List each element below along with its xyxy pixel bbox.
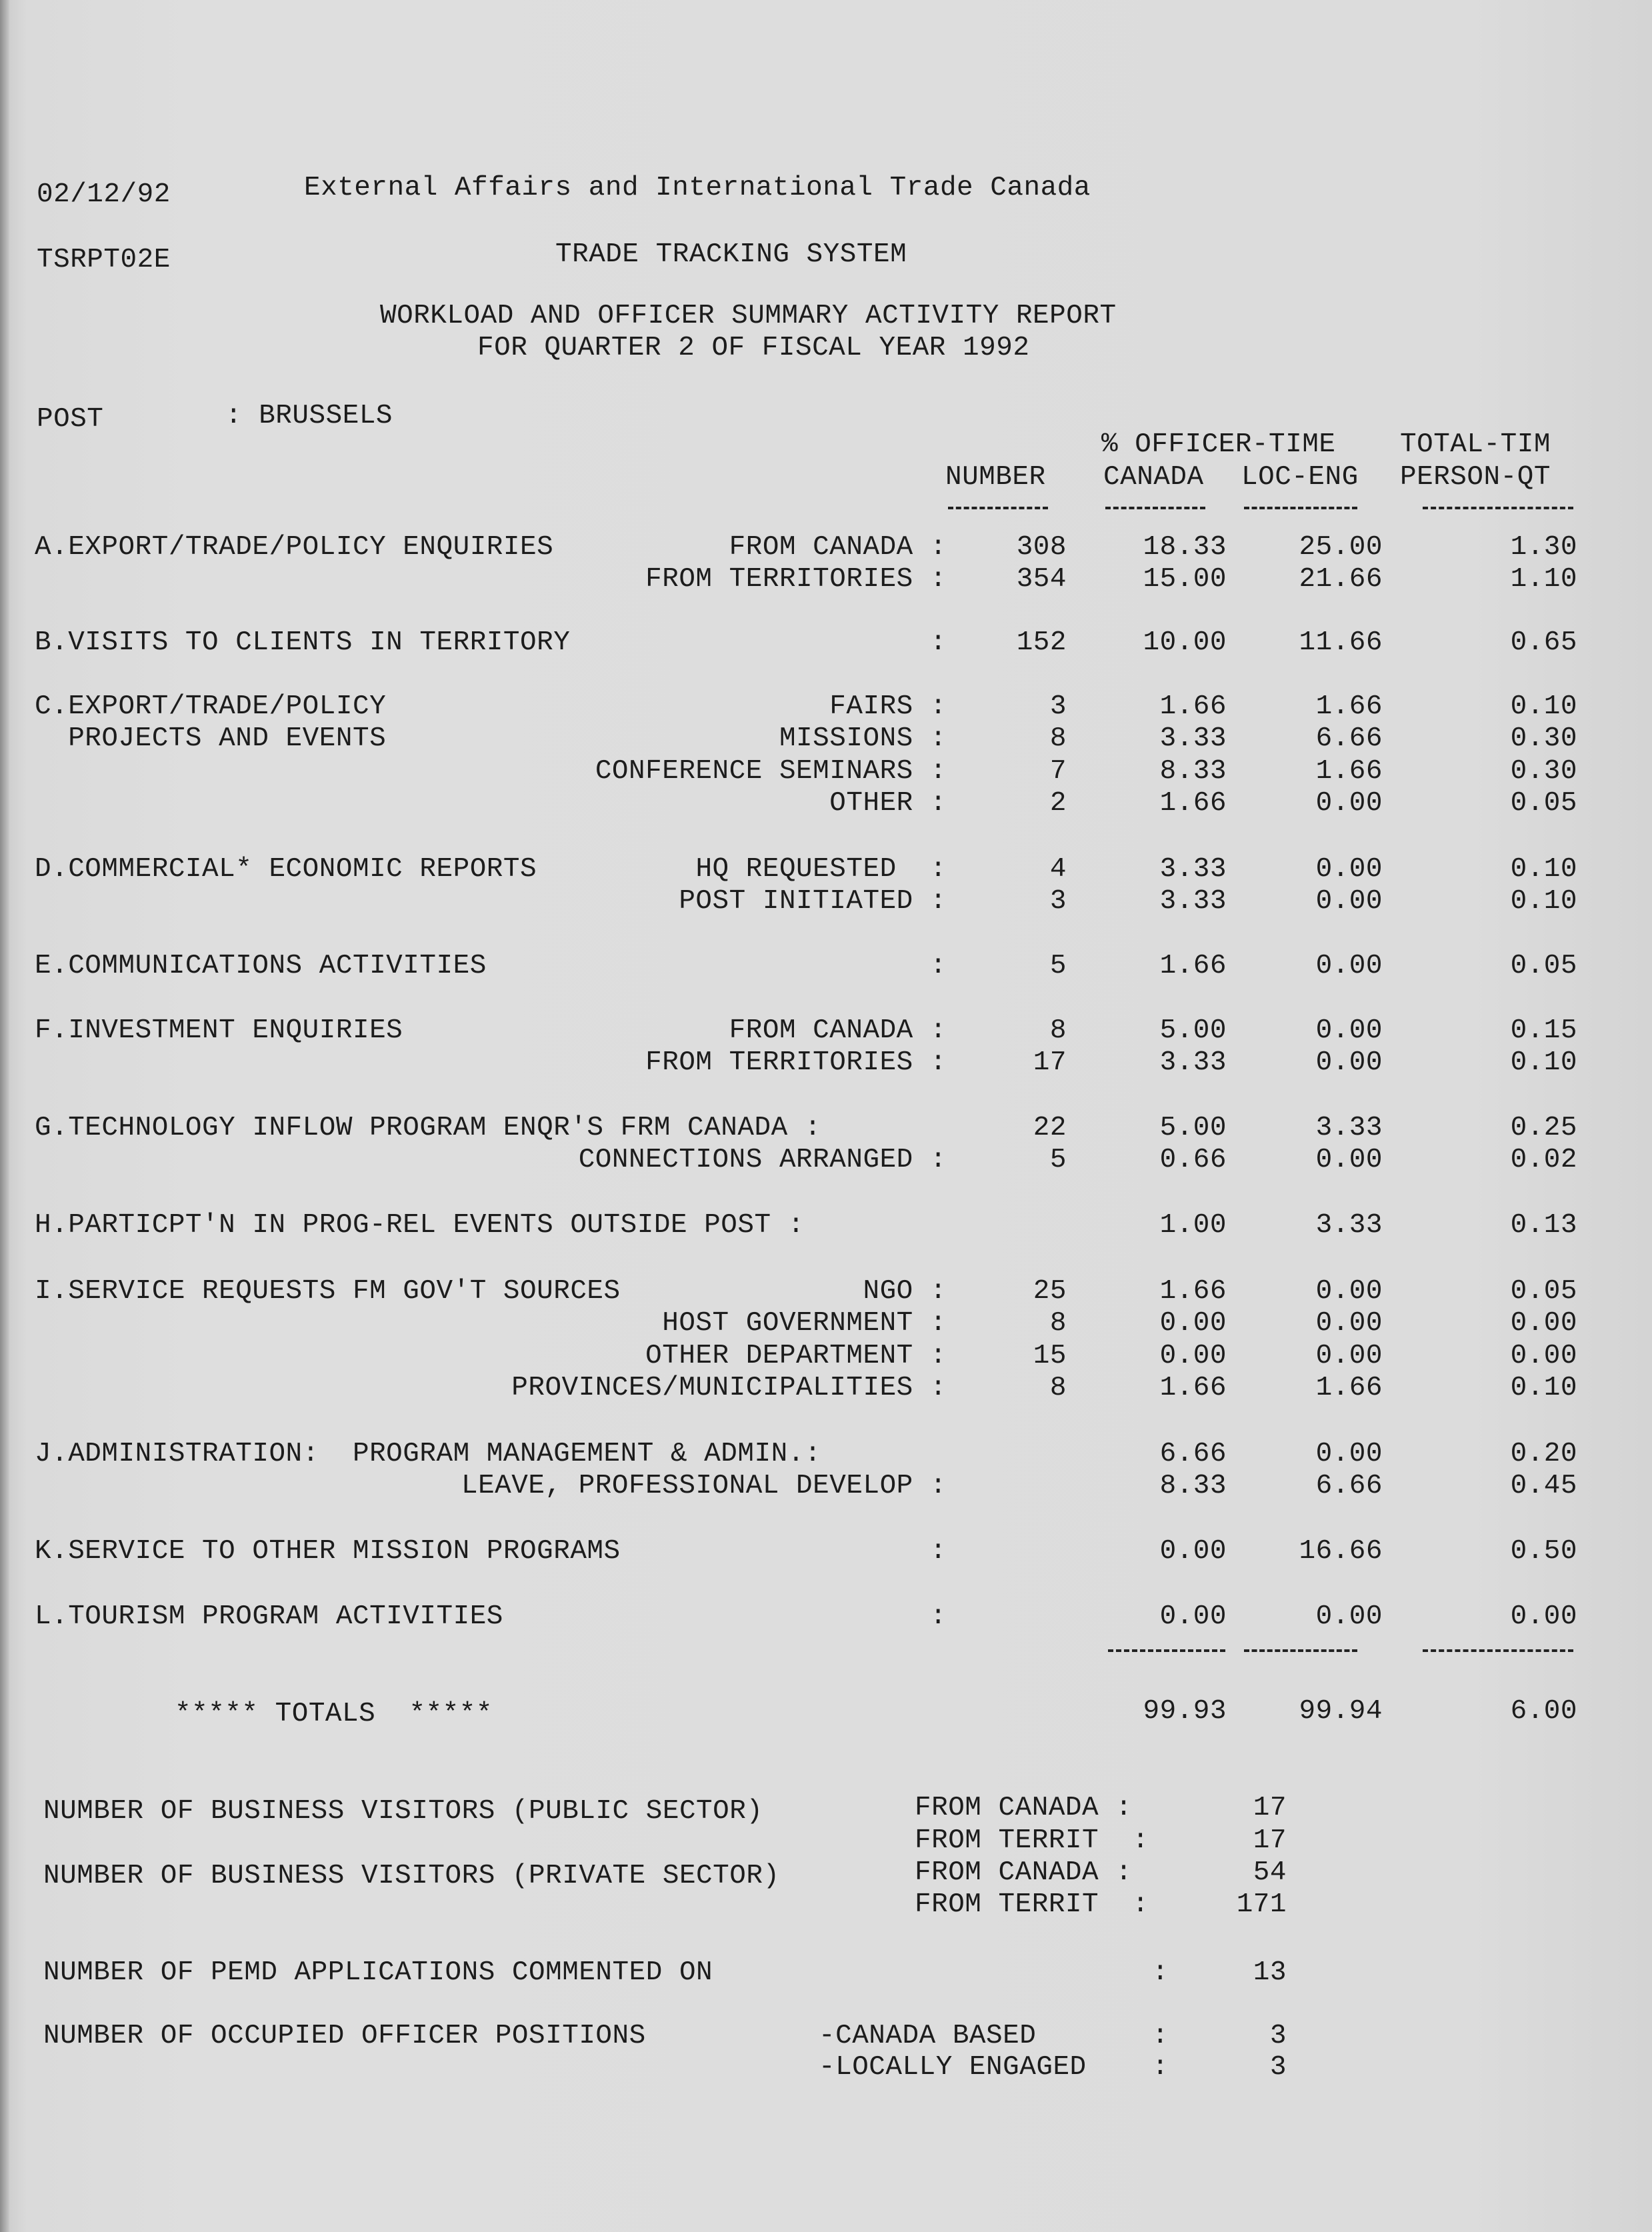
canada-based-colon: : [1152,2021,1169,2051]
row-person-qtr: 0.05 [1510,951,1577,981]
row-sublabel: : [929,951,947,981]
row-number: 3 [1049,691,1067,722]
col-header-loc-eng: LOC-ENG [1241,462,1359,493]
row-loc-eng: 0.00 [1315,951,1383,981]
row-person-qtr: 0.25 [1510,1113,1577,1143]
row-person-qtr: 0.30 [1510,723,1577,754]
bv-public-canada-value: 17 [1253,1793,1287,1823]
report-date: 02/12/92 [37,179,171,210]
row-label: B.VISITS TO CLIENTS IN TERRITORY [35,627,571,658]
row-number: 5 [1049,1145,1067,1175]
row-loc-eng: 0.00 [1315,1145,1383,1175]
row-canada: 1.66 [1159,1373,1227,1403]
row-sublabel: CONNECTIONS ARRANGED : [578,1145,947,1175]
header-underline-canada [1105,507,1205,509]
row-loc-eng: 1.66 [1315,1373,1383,1403]
header-underline-person-qtr [1423,507,1573,509]
header-underline-number [948,507,1048,509]
bv-public-canada-label: FROM CANADA : [915,1793,1133,1823]
post-label: POST [37,404,104,435]
report-id: TSRPT02E [37,245,171,275]
totals-underline-loc-eng [1244,1649,1357,1652]
row-sublabel: CONFERENCE SEMINARS : [595,756,947,787]
locally-engaged-value: 3 [1269,2052,1287,2083]
bv-private-territ-label: FROM TERRIT : [915,1889,1149,1920]
row-label: K.SERVICE TO OTHER MISSION PROGRAMS [35,1536,621,1567]
row-canada: 8.33 [1159,1471,1227,1501]
row-person-qtr: 0.10 [1510,1373,1577,1403]
row-sublabel: LEAVE, PROFESSIONAL DEVELOP : [461,1471,947,1501]
row-number: 17 [1033,1047,1067,1078]
row-canada: 1.00 [1159,1210,1227,1241]
row-canada: 3.33 [1159,886,1227,917]
canada-based-value: 3 [1269,2021,1287,2051]
row-number: 152 [1016,627,1067,658]
pemd-applications-value: 13 [1253,1957,1287,1988]
row-loc-eng: 6.66 [1315,723,1383,754]
row-label: H.PARTICPT'N IN PROG-REL EVENTS OUTSIDE POST : [35,1210,805,1241]
totals-underline-canada [1108,1649,1225,1652]
row-number: 8 [1049,1308,1067,1339]
row-number: 8 [1049,1373,1067,1403]
bv-private-territ-value: 171 [1236,1889,1287,1920]
row-loc-eng: 0.00 [1315,788,1383,819]
row-person-qtr: 0.00 [1510,1601,1577,1632]
row-person-qtr: 0.20 [1510,1439,1577,1469]
row-canada: 1.66 [1159,691,1227,722]
totals-underline-person-qtr [1423,1649,1573,1652]
row-sublabel: FROM CANADA : [729,532,947,563]
row-person-qtr: 0.10 [1510,886,1577,917]
officer-positions-label: NUMBER OF OCCUPIED OFFICER POSITIONS [43,2021,646,2051]
row-label: E.COMMUNICATIONS ACTIVITIES [35,951,487,981]
bv-private-canada-label: FROM CANADA : [915,1857,1133,1888]
row-loc-eng: 0.00 [1315,854,1383,885]
row-number: 25 [1033,1276,1067,1307]
row-loc-eng: 25.00 [1299,532,1383,563]
row-canada: 18.33 [1143,532,1227,563]
row-label: L.TOURISM PROGRAM ACTIVITIES [35,1601,503,1632]
col-group-total-time: TOTAL-TIM [1400,429,1551,460]
row-canada: 5.00 [1159,1113,1227,1143]
row-canada: 1.66 [1159,1276,1227,1307]
row-canada: 8.33 [1159,756,1227,787]
row-canada: 1.66 [1159,788,1227,819]
row-person-qtr: 0.02 [1510,1145,1577,1175]
row-canada: 5.00 [1159,1015,1227,1046]
row-loc-eng: 1.66 [1315,756,1383,787]
row-sublabel: MISSIONS : [779,723,947,754]
row-person-qtr: 0.00 [1510,1308,1577,1339]
row-label: J.ADMINISTRATION: PROGRAM MANAGEMENT & ADMIN.: [35,1439,821,1469]
row-loc-eng: 21.66 [1299,564,1383,595]
row-loc-eng: 16.66 [1299,1536,1383,1567]
row-loc-eng: 0.00 [1315,1276,1383,1307]
row-sublabel: HOST GOVERNMENT : [662,1308,947,1339]
row-number: 4 [1049,854,1067,885]
row-label: G.TECHNOLOGY INFLOW PROGRAM ENQR'S FRM CANADA : [35,1113,821,1143]
business-visitors-public-label: NUMBER OF BUSINESS VISITORS (PUBLIC SECTOR) [43,1796,763,1827]
header-underline-loc-eng [1244,507,1357,509]
col-header-number: NUMBER [945,462,1046,493]
row-sublabel: OTHER : [829,788,947,819]
totals-label: ***** TOTALS ***** [175,1699,493,1729]
row-person-qtr: 0.50 [1510,1536,1577,1567]
row-number: 2 [1049,788,1067,819]
row-loc-eng: 11.66 [1299,627,1383,658]
row-person-qtr: 0.10 [1510,854,1577,885]
row-sublabel: : [929,1536,947,1567]
row-person-qtr: 0.30 [1510,756,1577,787]
pemd-applications-label: NUMBER OF PEMD APPLICATIONS COMMENTED ON [43,1957,713,1988]
row-canada: 10.00 [1143,627,1227,658]
col-header-canada: CANADA [1103,462,1204,493]
row-sublabel: FROM TERRITORIES : [645,1047,947,1078]
row-sublabel: HQ REQUESTED : [695,854,947,885]
row-label: F.INVESTMENT ENQUIRIES [35,1015,403,1046]
row-sublabel: FAIRS : [829,691,947,722]
row-sublabel: NGO : [863,1276,947,1307]
totals-canada: 99.93 [1143,1696,1227,1727]
row-person-qtr: 0.15 [1510,1015,1577,1046]
row-number: 8 [1049,723,1067,754]
row-loc-eng: 3.33 [1315,1210,1383,1241]
locally-engaged-label: -LOCALLY ENGAGED [819,2052,1087,2083]
row-loc-eng: 0.00 [1315,1015,1383,1046]
row-sublabel: FROM CANADA : [729,1015,947,1046]
system-name: TRADE TRACKING SYSTEM [555,239,907,270]
row-person-qtr: 1.30 [1510,532,1577,563]
row-loc-eng: 6.66 [1315,1471,1383,1501]
locally-engaged-colon: : [1152,2052,1169,2083]
row-loc-eng: 0.00 [1315,1341,1383,1371]
row-number: 354 [1016,564,1067,595]
business-visitors-private-label: NUMBER OF BUSINESS VISITORS (PRIVATE SECTOR) [43,1861,780,1891]
row-loc-eng: 0.00 [1315,1308,1383,1339]
totals-loc-eng: 99.94 [1299,1696,1383,1727]
row-canada: 0.66 [1159,1145,1227,1175]
row-sublabel: PROVINCES/MUNICIPALITIES : [511,1373,947,1403]
row-person-qtr: 0.05 [1510,1276,1577,1307]
row-person-qtr: 0.10 [1510,1047,1577,1078]
col-header-person-qtr: PERSON-QT [1400,462,1551,493]
row-loc-eng: 0.00 [1315,886,1383,917]
row-canada: 6.66 [1159,1439,1227,1469]
col-group-officer-time: % OFFICER-TIME [1101,429,1336,460]
row-person-qtr: 0.45 [1510,1471,1577,1501]
row-sublabel: : [929,1601,947,1632]
post-value: : BRUSSELS [225,401,393,431]
row-person-qtr: 0.10 [1510,691,1577,722]
row-person-qtr: 0.65 [1510,627,1577,658]
row-canada: 0.00 [1159,1601,1227,1632]
row-sublabel: FROM TERRITORIES : [645,564,947,595]
row-person-qtr: 0.00 [1510,1341,1577,1371]
row-number: 308 [1016,532,1067,563]
page-edge-shadow [0,0,9,2232]
row-number: 8 [1049,1015,1067,1046]
row-canada: 3.33 [1159,854,1227,885]
row-sublabel: : [929,627,947,658]
organization-name: External Affairs and International Trade Canada [304,173,1091,203]
row-canada: 0.00 [1159,1308,1227,1339]
row-canada: 15.00 [1143,564,1227,595]
row-person-qtr: 0.13 [1510,1210,1577,1241]
row-number: 3 [1049,886,1067,917]
row-loc-eng: 0.00 [1315,1601,1383,1632]
totals-person-qtr: 6.00 [1510,1696,1577,1727]
canada-based-label: -CANADA BASED [819,2021,1037,2051]
row-canada: 0.00 [1159,1536,1227,1567]
pemd-colon: : [1152,1957,1169,1988]
row-loc-eng: 0.00 [1315,1047,1383,1078]
bv-private-canada-value: 54 [1253,1857,1287,1888]
row-canada: 3.33 [1159,723,1227,754]
row-person-qtr: 0.05 [1510,788,1577,819]
bv-public-territ-value: 17 [1253,1825,1287,1856]
row-canada: 1.66 [1159,951,1227,981]
row-loc-eng: 1.66 [1315,691,1383,722]
row-label: I.SERVICE REQUESTS FM GOV'T SOURCES [35,1276,621,1307]
row-loc-eng: 3.33 [1315,1113,1383,1143]
row-person-qtr: 1.10 [1510,564,1577,595]
row-label: PROJECTS AND EVENTS [35,723,387,754]
row-label: D.COMMERCIAL* ECONOMIC REPORTS [35,854,537,885]
row-label: C.EXPORT/TRADE/POLICY [35,691,387,722]
row-sublabel: OTHER DEPARTMENT : [645,1341,947,1371]
row-label: A.EXPORT/TRADE/POLICY ENQUIRIES [35,532,554,563]
row-sublabel: POST INITIATED : [679,886,947,917]
row-loc-eng: 0.00 [1315,1439,1383,1469]
row-number: 22 [1033,1113,1067,1143]
row-number: 7 [1049,756,1067,787]
row-number: 15 [1033,1341,1067,1371]
row-canada: 3.33 [1159,1047,1227,1078]
row-canada: 0.00 [1159,1341,1227,1371]
bv-public-territ-label: FROM TERRIT : [915,1825,1149,1856]
row-number: 5 [1049,951,1067,981]
report-title-line1: WORKLOAD AND OFFICER SUMMARY ACTIVITY REPORT [380,301,1117,331]
report-title-line2: FOR QUARTER 2 OF FISCAL YEAR 1992 [477,333,1030,363]
